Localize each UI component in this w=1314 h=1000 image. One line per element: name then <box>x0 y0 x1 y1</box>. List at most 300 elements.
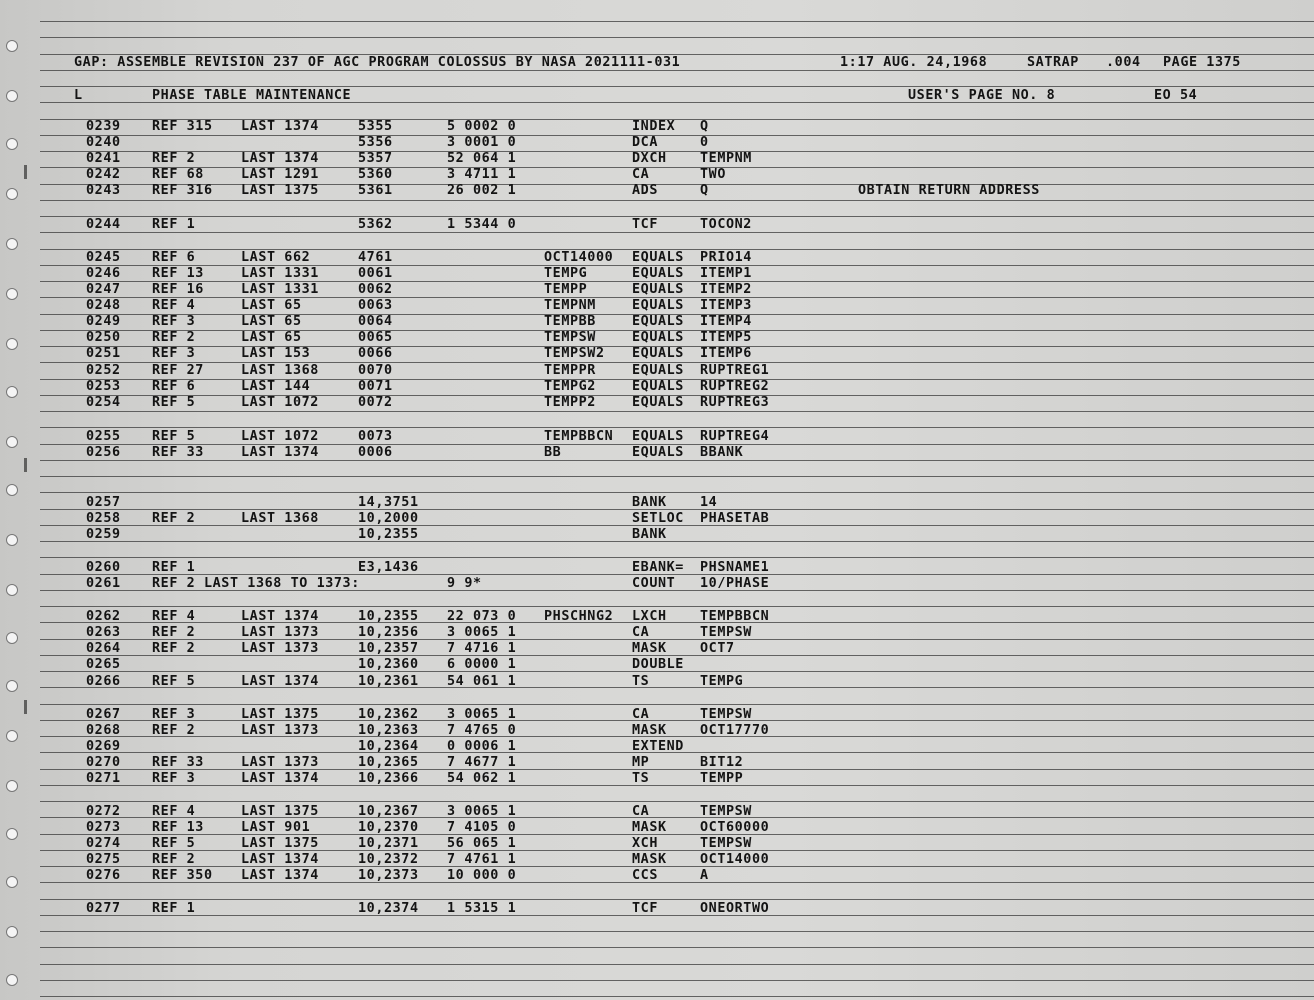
octal-word: 10 000 0 <box>447 868 517 883</box>
ref-count: REF 13 <box>152 266 204 281</box>
users-page-number: USER'S PAGE NO. 8 <box>908 88 1056 103</box>
ref-count: REF 2 <box>152 511 196 526</box>
last-ref: LAST 65 <box>241 330 302 345</box>
ref-count: REF 3 <box>152 771 196 786</box>
operand: TEMPBBCN <box>700 609 770 624</box>
ref-count: REF 16 <box>152 282 204 297</box>
feed-hole <box>6 680 18 692</box>
ref-count: REF 4 <box>152 298 196 313</box>
last-ref: LAST 1374 <box>241 119 319 134</box>
address: 5362 <box>358 217 393 232</box>
feed-hole <box>6 386 18 398</box>
address: 0070 <box>358 363 393 378</box>
ruled-line <box>40 817 1314 818</box>
address: 10,2364 <box>358 739 419 754</box>
last-ref: LAST 1373 <box>241 755 319 770</box>
line-number: 0269 <box>86 739 121 754</box>
line-number: 0254 <box>86 395 121 410</box>
operand: 10/PHASE <box>700 576 770 591</box>
page-number: PAGE 1375 <box>1163 55 1241 70</box>
address: 10,2374 <box>358 901 419 916</box>
last-ref: LAST 1291 <box>241 167 319 182</box>
ref-count: REF 5 <box>152 429 196 444</box>
opcode: BANK <box>632 527 667 542</box>
ref-count: REF 1 <box>152 560 196 575</box>
line-number: 0249 <box>86 314 121 329</box>
address: 0066 <box>358 346 393 361</box>
operand: TEMPG <box>700 674 744 689</box>
operand: TOCON2 <box>700 217 752 232</box>
opcode: EQUALS <box>632 363 684 378</box>
line-number: 0274 <box>86 836 121 851</box>
line-number: 0248 <box>86 298 121 313</box>
operand: OCT17770 <box>700 723 770 738</box>
ref-count: REF 4 <box>152 609 196 624</box>
statement-label: TEMPG2 <box>544 379 596 394</box>
ref-count: REF 1 <box>152 217 196 232</box>
address: 14,3751 <box>358 495 419 510</box>
opcode: MASK <box>632 641 667 656</box>
address: 5360 <box>358 167 393 182</box>
operand: OCT60000 <box>700 820 770 835</box>
octal-word: 54 061 1 <box>447 674 517 689</box>
opcode: LXCH <box>632 609 667 624</box>
octal-word: 3 0065 1 <box>447 625 517 640</box>
feed-hole <box>6 338 18 350</box>
line-number: 0252 <box>86 363 121 378</box>
ruled-line <box>40 915 1314 916</box>
operand: ITEMP6 <box>700 346 752 361</box>
operand: TEMPSW <box>700 625 752 640</box>
margin-mark <box>24 165 27 179</box>
line-number: 0272 <box>86 804 121 819</box>
assembly-user: SATRAP <box>1027 55 1079 70</box>
line-number: 0277 <box>86 901 121 916</box>
statement-label: TEMPSW <box>544 330 596 345</box>
operand: TEMPNM <box>700 151 752 166</box>
line-number: 0244 <box>86 217 121 232</box>
statement-label: TEMPG <box>544 266 588 281</box>
address: 0072 <box>358 395 393 410</box>
opcode: EQUALS <box>632 395 684 410</box>
feed-hole <box>6 974 18 986</box>
operand: Q <box>700 119 709 134</box>
address: 5355 <box>358 119 393 134</box>
last-ref: LAST 1374 <box>241 852 319 867</box>
opcode: EQUALS <box>632 346 684 361</box>
line-number: 0255 <box>86 429 121 444</box>
ruled-line <box>40 200 1314 201</box>
operand: TEMPP <box>700 771 744 786</box>
opcode: MP <box>632 755 650 770</box>
last-ref: LAST 1331 <box>241 266 319 281</box>
operand: RUPTREG1 <box>700 363 770 378</box>
address: 0061 <box>358 266 393 281</box>
line-number: 0276 <box>86 868 121 883</box>
feed-hole <box>6 828 18 840</box>
line-number: 0245 <box>86 250 121 265</box>
last-ref: LAST 1374 <box>241 151 319 166</box>
operand: 0 <box>700 135 709 150</box>
operand: ONEORTWO <box>700 901 770 916</box>
ruled-line <box>40 720 1314 721</box>
feed-hole <box>6 90 18 102</box>
statement-label: OCT14000 <box>544 250 614 265</box>
line-number: 0265 <box>86 657 121 672</box>
line-number: 0267 <box>86 707 121 722</box>
ref-count: REF 6 <box>152 379 196 394</box>
ruled-line <box>40 931 1314 932</box>
address: 10,2360 <box>358 657 419 672</box>
octal-word: 22 073 0 <box>447 609 517 624</box>
opcode: TS <box>632 771 650 786</box>
operand: ITEMP5 <box>700 330 752 345</box>
opcode: EQUALS <box>632 266 684 281</box>
operand: RUPTREG4 <box>700 429 770 444</box>
ruled-line <box>40 86 1314 87</box>
comment: OBTAIN RETURN ADDRESS <box>858 183 1040 198</box>
ruled-line <box>40 216 1314 217</box>
address: 10,2372 <box>358 852 419 867</box>
last-ref: LAST 1331 <box>241 282 319 297</box>
ruled-line <box>40 119 1314 120</box>
octal-word: 3 0065 1 <box>447 707 517 722</box>
line-number: 0243 <box>86 183 121 198</box>
octal-word: 1 5344 0 <box>447 217 517 232</box>
operand: 14 <box>700 495 718 510</box>
ruled-line <box>40 882 1314 883</box>
ruled-line <box>40 184 1314 185</box>
operand: Q <box>700 183 709 198</box>
operand: RUPTREG2 <box>700 379 770 394</box>
opcode: EBANK= <box>632 560 684 575</box>
line-number: 0264 <box>86 641 121 656</box>
opcode: EXTEND <box>632 739 684 754</box>
last-ref: LAST 65 <box>241 314 302 329</box>
ref-count: REF 4 <box>152 804 196 819</box>
operand: ITEMP4 <box>700 314 752 329</box>
ruled-line <box>40 899 1314 900</box>
listing-type: L <box>74 88 83 103</box>
feed-hole <box>6 534 18 546</box>
line-number: 0262 <box>86 609 121 624</box>
line-number: 0253 <box>86 379 121 394</box>
octal-word: 7 4105 0 <box>447 820 517 835</box>
opcode: MASK <box>632 820 667 835</box>
ruled-line <box>40 622 1314 623</box>
ruled-line <box>40 980 1314 981</box>
statement-label: PHSCHNG2 <box>544 609 614 624</box>
ruled-line <box>40 736 1314 737</box>
address: 10,2355 <box>358 527 419 542</box>
ref-count: REF 27 <box>152 363 204 378</box>
address: 0073 <box>358 429 393 444</box>
last-ref: LAST 1375 <box>241 836 319 851</box>
ruled-line <box>40 232 1314 233</box>
ref-count: REF 2 LAST 1368 TO 1373: <box>152 576 360 591</box>
ruled-line <box>40 687 1314 688</box>
feed-hole <box>6 188 18 200</box>
ruled-line <box>40 476 1314 477</box>
line-number: 0251 <box>86 346 121 361</box>
feed-hole <box>6 632 18 644</box>
ruled-line <box>40 541 1314 542</box>
ref-count: REF 2 <box>152 151 196 166</box>
operand: TEMPSW <box>700 707 752 722</box>
octal-word: 56 065 1 <box>447 836 517 851</box>
ruled-line <box>40 135 1314 136</box>
margin-mark <box>24 458 27 472</box>
opcode: EQUALS <box>632 330 684 345</box>
address: E3,1436 <box>358 560 419 575</box>
address: 0071 <box>358 379 393 394</box>
octal-word: 26 002 1 <box>447 183 517 198</box>
address: 0006 <box>358 445 393 460</box>
statement-label: TEMPBBCN <box>544 429 614 444</box>
address: 10,2361 <box>358 674 419 689</box>
ruled-line <box>40 704 1314 705</box>
ref-count: REF 5 <box>152 836 196 851</box>
octal-word: 5 0002 0 <box>447 119 517 134</box>
opcode: EQUALS <box>632 314 684 329</box>
opcode: TCF <box>632 901 658 916</box>
last-ref: LAST 1374 <box>241 445 319 460</box>
operand: TEMPSW <box>700 804 752 819</box>
line-number: 0256 <box>86 445 121 460</box>
opcode: EQUALS <box>632 282 684 297</box>
feed-hole <box>6 288 18 300</box>
operand: PRIO14 <box>700 250 752 265</box>
last-ref: LAST 1374 <box>241 674 319 689</box>
ref-count: REF 2 <box>152 641 196 656</box>
line-number: 0266 <box>86 674 121 689</box>
last-ref: LAST 1373 <box>241 723 319 738</box>
opcode: MASK <box>632 723 667 738</box>
last-ref: LAST 1375 <box>241 707 319 722</box>
ruled-line <box>40 639 1314 640</box>
octal-word: 9 9* <box>447 576 482 591</box>
address: 10,2366 <box>358 771 419 786</box>
last-ref: LAST 153 <box>241 346 311 361</box>
operand: TEMPSW <box>700 836 752 851</box>
line-number: 0258 <box>86 511 121 526</box>
last-ref: LAST 1373 <box>241 641 319 656</box>
opcode: CA <box>632 167 650 182</box>
ruled-line <box>40 866 1314 867</box>
octal-word: 7 4677 1 <box>447 755 517 770</box>
opcode: EQUALS <box>632 250 684 265</box>
ref-count: REF 3 <box>152 346 196 361</box>
ref-count: REF 3 <box>152 707 196 722</box>
line-number: 0241 <box>86 151 121 166</box>
ruled-line <box>40 785 1314 786</box>
line-number: 0247 <box>86 282 121 297</box>
address: 5356 <box>358 135 393 150</box>
ruled-line <box>40 655 1314 656</box>
statement-label: TEMPP <box>544 282 588 297</box>
last-ref: LAST 1374 <box>241 868 319 883</box>
opcode: EQUALS <box>632 298 684 313</box>
address: 0063 <box>358 298 393 313</box>
address: 10,2363 <box>358 723 419 738</box>
last-ref: LAST 1373 <box>241 625 319 640</box>
statement-label: TEMPNM <box>544 298 596 313</box>
opcode: TS <box>632 674 650 689</box>
octal-word: 3 4711 1 <box>447 167 517 182</box>
ruled-line <box>40 850 1314 851</box>
octal-word: 7 4761 1 <box>447 852 517 867</box>
ruled-line <box>40 37 1314 38</box>
last-ref: LAST 901 <box>241 820 311 835</box>
assembly-version: .004 <box>1106 55 1141 70</box>
feed-hole <box>6 436 18 448</box>
ref-count: REF 2 <box>152 723 196 738</box>
address: 10,2362 <box>358 707 419 722</box>
assembly-timestamp: 1:17 AUG. 24,1968 <box>840 55 988 70</box>
line-number: 0260 <box>86 560 121 575</box>
address: 5361 <box>358 183 393 198</box>
address: 0065 <box>358 330 393 345</box>
opcode: BANK <box>632 495 667 510</box>
last-ref: LAST 1072 <box>241 395 319 410</box>
ruled-line <box>40 21 1314 22</box>
ref-count: REF 13 <box>152 820 204 835</box>
opcode: DCA <box>632 135 658 150</box>
ruled-line <box>40 606 1314 607</box>
line-number: 0242 <box>86 167 121 182</box>
address: 0062 <box>358 282 393 297</box>
address: 10,2356 <box>358 625 419 640</box>
address: 10,2373 <box>358 868 419 883</box>
address: 10,2365 <box>358 755 419 770</box>
address: 10,2367 <box>358 804 419 819</box>
opcode: DXCH <box>632 151 667 166</box>
last-ref: LAST 1375 <box>241 804 319 819</box>
operand: A <box>700 868 709 883</box>
line-number: 0257 <box>86 495 121 510</box>
feed-hole <box>6 926 18 938</box>
line-number: 0239 <box>86 119 121 134</box>
statement-label: TEMPPR <box>544 363 596 378</box>
margin-mark <box>24 700 27 714</box>
opcode: EQUALS <box>632 379 684 394</box>
last-ref: LAST 1374 <box>241 771 319 786</box>
last-ref: LAST 65 <box>241 298 302 313</box>
operand: PHSNAME1 <box>700 560 770 575</box>
ref-count: REF 33 <box>152 445 204 460</box>
ruled-line <box>40 801 1314 802</box>
statement-label: TEMPSW2 <box>544 346 605 361</box>
ref-count: REF 5 <box>152 674 196 689</box>
feed-hole <box>6 584 18 596</box>
last-ref: LAST 1375 <box>241 183 319 198</box>
line-number: 0268 <box>86 723 121 738</box>
line-number: 0273 <box>86 820 121 835</box>
address: 4761 <box>358 250 393 265</box>
opcode: ADS <box>632 183 658 198</box>
ruled-line <box>40 427 1314 428</box>
feed-hole <box>6 876 18 888</box>
last-ref: LAST 662 <box>241 250 311 265</box>
statement-label: TEMPBB <box>544 314 596 329</box>
opcode: SETLOC <box>632 511 684 526</box>
octal-word: 3 0065 1 <box>447 804 517 819</box>
feed-hole <box>6 138 18 150</box>
ref-count: REF 2 <box>152 852 196 867</box>
last-ref: LAST 1368 <box>241 363 319 378</box>
line-number: 0250 <box>86 330 121 345</box>
octal-word: 3 0001 0 <box>447 135 517 150</box>
opcode: TCF <box>632 217 658 232</box>
operand: ITEMP3 <box>700 298 752 313</box>
ref-count: REF 2 <box>152 330 196 345</box>
octal-word: 7 4765 0 <box>447 723 517 738</box>
last-ref: LAST 144 <box>241 379 311 394</box>
opcode: EQUALS <box>632 429 684 444</box>
feed-hole <box>6 40 18 52</box>
last-ref: LAST 1368 <box>241 511 319 526</box>
opcode: COUNT <box>632 576 676 591</box>
last-ref: LAST 1374 <box>241 609 319 624</box>
opcode: INDEX <box>632 119 676 134</box>
ruled-line <box>40 167 1314 168</box>
section-title: PHASE TABLE MAINTENANCE <box>152 88 352 103</box>
ruled-line <box>40 964 1314 965</box>
ruled-line <box>40 834 1314 835</box>
line-number: 0271 <box>86 771 121 786</box>
ref-count: REF 350 <box>152 868 213 883</box>
ref-count: REF 316 <box>152 183 213 198</box>
operand: TWO <box>700 167 726 182</box>
ruled-line <box>40 996 1314 997</box>
octal-word: 1 5315 1 <box>447 901 517 916</box>
operand: BIT12 <box>700 755 744 770</box>
operand: PHASETAB <box>700 511 770 526</box>
opcode: XCH <box>632 836 658 851</box>
ref-count: REF 2 <box>152 625 196 640</box>
line-number: 0275 <box>86 852 121 867</box>
opcode: EQUALS <box>632 445 684 460</box>
address: 10,2371 <box>358 836 419 851</box>
last-ref: LAST 1072 <box>241 429 319 444</box>
octal-word: 0 0006 1 <box>447 739 517 754</box>
operand: OCT14000 <box>700 852 770 867</box>
operand: RUPTREG3 <box>700 395 770 410</box>
octal-word: 7 4716 1 <box>447 641 517 656</box>
line-number: 0259 <box>86 527 121 542</box>
ruled-line <box>40 769 1314 770</box>
ref-count: REF 68 <box>152 167 204 182</box>
operand: OCT7 <box>700 641 735 656</box>
address: 0064 <box>358 314 393 329</box>
line-number: 0261 <box>86 576 121 591</box>
assembly-title: GAP: ASSEMBLE REVISION 237 OF AGC PROGRAM COLOSSUS BY NASA 2021111-031 <box>74 55 681 70</box>
address: 5357 <box>358 151 393 166</box>
octal-word: 52 064 1 <box>447 151 517 166</box>
line-number: 0246 <box>86 266 121 281</box>
operand: BBANK <box>700 445 744 460</box>
opcode: DOUBLE <box>632 657 684 672</box>
ruled-line <box>40 411 1314 412</box>
ref-count: REF 3 <box>152 314 196 329</box>
address: 10,2355 <box>358 609 419 624</box>
opcode: CA <box>632 625 650 640</box>
octal-word: 54 062 1 <box>447 771 517 786</box>
feed-hole <box>6 238 18 250</box>
address: 10,2370 <box>358 820 419 835</box>
feed-hole <box>6 484 18 496</box>
address: 10,2357 <box>358 641 419 656</box>
